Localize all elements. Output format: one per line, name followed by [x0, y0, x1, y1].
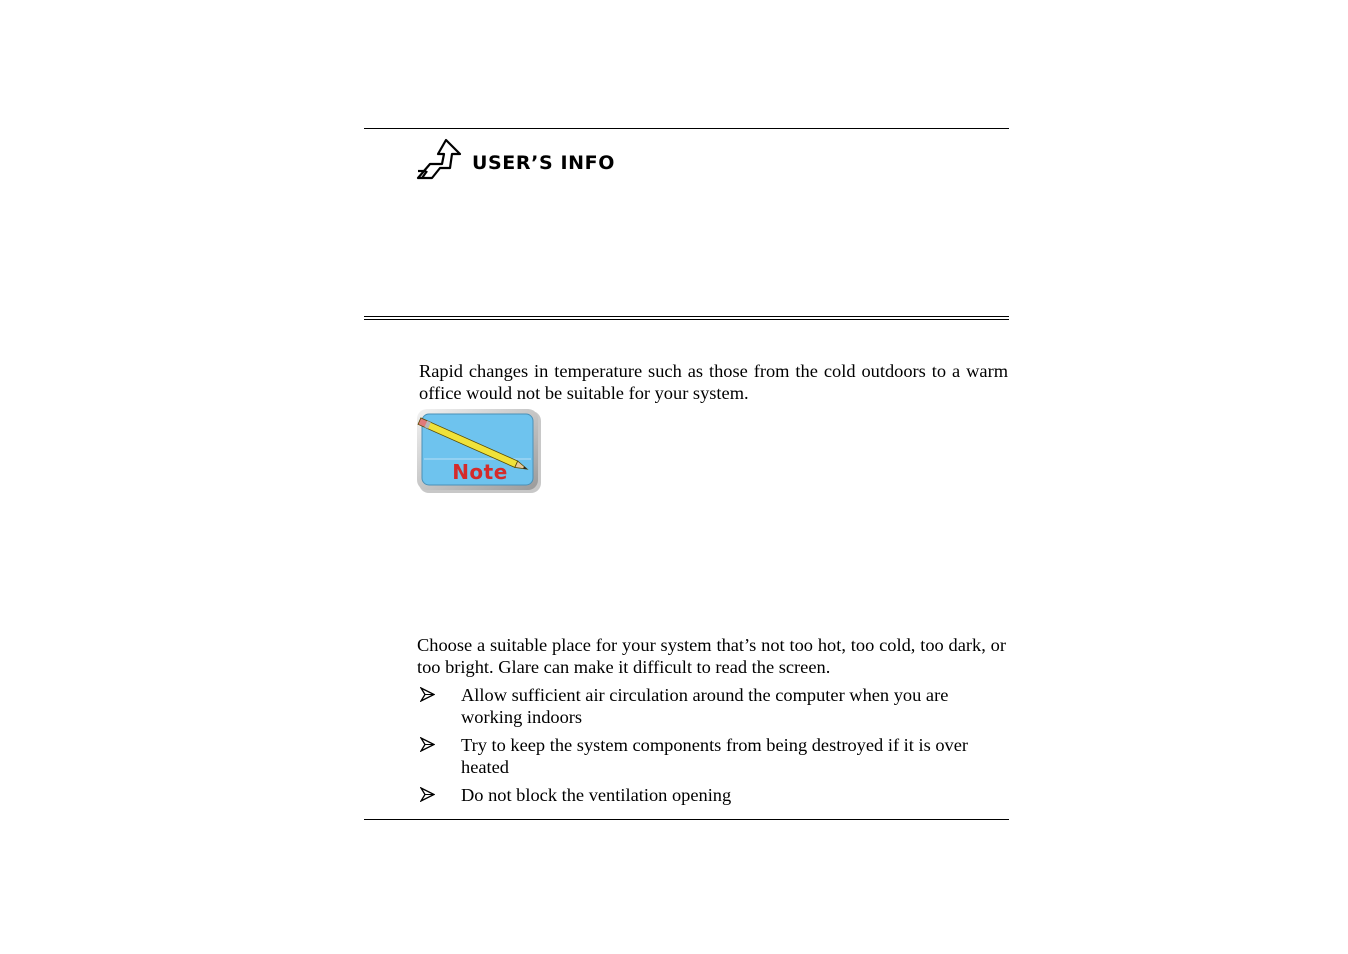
- bullet-text: Do not block the ventilation opening: [461, 785, 732, 805]
- top-divider: [364, 128, 1009, 129]
- arrowhead-bullet-icon: [420, 687, 435, 702]
- list-item: [417, 784, 1009, 806]
- ventilation-bullet-list: [417, 684, 1009, 812]
- list-item: [417, 734, 1009, 778]
- users-info-arrow-icon: [414, 138, 466, 182]
- section-divider-upper: [364, 316, 1009, 317]
- temperature-paragraph: Rapid changes in temperature such as those from the cold outdoors to a warm office would not be suitable for your system.: [419, 361, 1008, 403]
- bullet-text: Try to keep the system components from being destroyed if it is over heated: [461, 735, 969, 777]
- bullet-text: Allow sufficient air circulation around the computer when you are working indoors: [461, 685, 949, 727]
- users-info-title: USER’S INFO: [472, 152, 615, 174]
- arrowhead-bullet-icon: [420, 787, 435, 802]
- bottom-divider: [364, 819, 1009, 820]
- list-item: [417, 684, 1009, 728]
- note-label: Note: [452, 460, 508, 484]
- note-badge: [416, 408, 544, 496]
- section-divider-lower: [364, 319, 1009, 320]
- placement-paragraph: Choose a suitable place for your system that’s not too hot, too cold, too dark, or too bright. Glare can make it difficult to read the screen.: [417, 635, 1006, 677]
- arrowhead-bullet-icon: [420, 737, 435, 752]
